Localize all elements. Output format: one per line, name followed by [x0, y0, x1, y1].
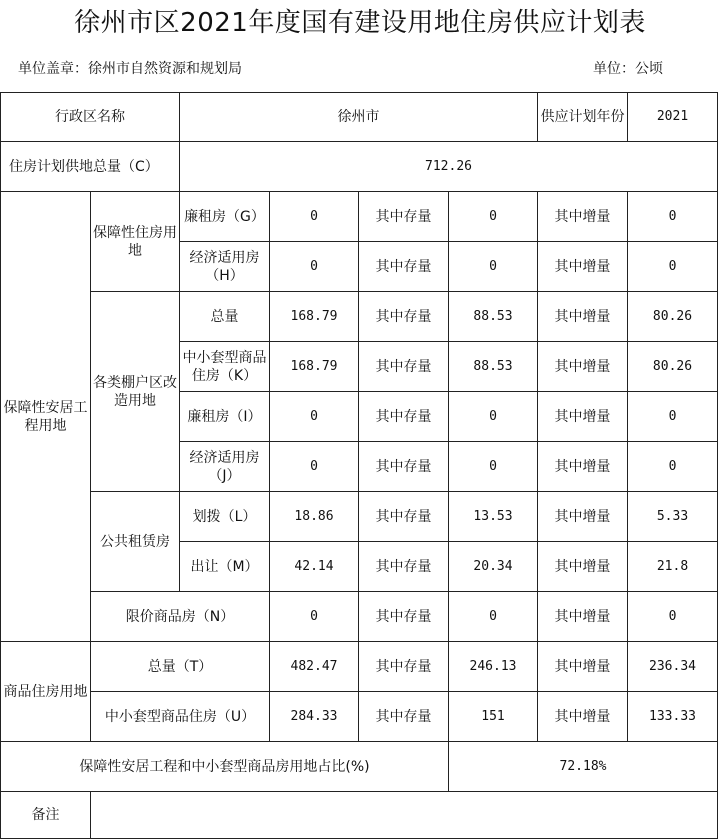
row-stock: 88.53: [449, 342, 538, 392]
row-stock: 246.13: [449, 642, 538, 692]
stock-label: 其中存量: [359, 592, 449, 642]
stock-label: 其中存量: [359, 292, 449, 342]
note-row: [1, 792, 718, 839]
row-increase: 236.34: [628, 642, 718, 692]
row-label: 中小套型商品住房（U）: [91, 692, 270, 742]
group-affordable-project: 保障性安居工程用地: [1, 192, 91, 642]
increase-label: 其中增量: [538, 492, 628, 542]
row-increase: 0: [628, 242, 718, 292]
row-total: 0: [270, 592, 359, 642]
row-label: 总量: [180, 292, 270, 342]
row-increase: 0: [628, 442, 718, 492]
year-label: 供应计划年份: [538, 93, 628, 142]
row-label: 总量（T）: [91, 642, 270, 692]
row-increase: 5.33: [628, 492, 718, 542]
stock-label: 其中存量: [359, 492, 449, 542]
year-value: 2021: [628, 93, 718, 142]
row-total: 42.14: [270, 542, 359, 592]
increase-label: 其中增量: [538, 442, 628, 492]
increase-label: 其中增量: [538, 642, 628, 692]
table-row: [1, 692, 718, 742]
ratio-row: [1, 742, 718, 792]
row-increase: 21.8: [628, 542, 718, 592]
increase-label: 其中增量: [538, 592, 628, 642]
increase-label: 其中增量: [538, 192, 628, 242]
region-label: 行政区名称: [1, 93, 180, 142]
total-supply-label: 住房计划供地总量（C）: [1, 142, 180, 192]
stock-label: 其中存量: [359, 342, 449, 392]
row-total: 284.33: [270, 692, 359, 742]
increase-label: 其中增量: [538, 292, 628, 342]
row-increase: 0: [628, 392, 718, 442]
stock-label: 其中存量: [359, 542, 449, 592]
ratio-value: 72.18%: [449, 742, 718, 792]
table-row: [1, 592, 718, 642]
group-commercial: 商品住房用地: [1, 642, 91, 742]
header-row: [1, 93, 718, 142]
table-row: [1, 192, 718, 242]
row-label: 出让（M）: [180, 542, 270, 592]
stock-label: 其中存量: [359, 242, 449, 292]
row-increase: 133.33: [628, 692, 718, 742]
group-public-rental: 公共租赁房: [91, 492, 180, 592]
row-total: 168.79: [270, 292, 359, 342]
row-increase: 80.26: [628, 292, 718, 342]
group-shantytown: 各类棚户区改造用地: [91, 292, 180, 492]
row-stock: 0: [449, 392, 538, 442]
table-row: [1, 642, 718, 692]
stock-label: 其中存量: [359, 642, 449, 692]
stock-label: 其中存量: [359, 392, 449, 442]
row-stock: 0: [449, 242, 538, 292]
row-label: 经济适用房（J）: [180, 442, 270, 492]
row-label: 经济适用房（H）: [180, 242, 270, 292]
stock-label: 其中存量: [359, 442, 449, 492]
unit-measure: 单位：公顷: [593, 61, 663, 77]
total-supply-value: 712.26: [180, 142, 718, 192]
row-total: 0: [270, 442, 359, 492]
increase-label: 其中增量: [538, 342, 628, 392]
note-value: [91, 792, 718, 839]
increase-label: 其中增量: [538, 392, 628, 442]
row-increase: 0: [628, 592, 718, 642]
increase-label: 其中增量: [538, 692, 628, 742]
total-supply-row: [1, 142, 718, 192]
stock-label: 其中存量: [359, 692, 449, 742]
row-total: 168.79: [270, 342, 359, 392]
group-price-limited: 限价商品房（N）: [91, 592, 270, 642]
unit-stamp: 单位盖章：徐州市自然资源和规划局: [18, 61, 242, 77]
group-affordable-housing: 保障性住房用地: [91, 192, 180, 292]
stock-label: 其中存量: [359, 192, 449, 242]
row-total: 0: [270, 392, 359, 442]
row-stock: 88.53: [449, 292, 538, 342]
row-stock: 0: [449, 442, 538, 492]
row-stock: 13.53: [449, 492, 538, 542]
row-stock: 0: [449, 192, 538, 242]
region-value: 徐州市: [180, 93, 538, 142]
increase-label: 其中增量: [538, 542, 628, 592]
increase-label: 其中增量: [538, 242, 628, 292]
row-label: 廉租房（I）: [180, 392, 270, 442]
row-increase: 0: [628, 192, 718, 242]
note-label: 备注: [1, 792, 91, 839]
row-total: 18.86: [270, 492, 359, 542]
page-title: 徐州市区2021年度国有建设用地住房供应计划表: [74, 8, 646, 38]
table-row: [1, 492, 718, 542]
row-stock: 151: [449, 692, 538, 742]
row-label: 廉租房（G）: [180, 192, 270, 242]
row-stock: 0: [449, 592, 538, 642]
row-total: 482.47: [270, 642, 359, 692]
table-row: [1, 292, 718, 342]
row-label: 划拨（L）: [180, 492, 270, 542]
row-total: 0: [270, 242, 359, 292]
ratio-label: 保障性安居工程和中小套型商品房用地占比(%): [1, 742, 449, 792]
row-total: 0: [270, 192, 359, 242]
row-stock: 20.34: [449, 542, 538, 592]
row-label: 中小套型商品住房（K）: [180, 342, 270, 392]
housing-supply-table: [0, 92, 718, 839]
row-increase: 80.26: [628, 342, 718, 392]
